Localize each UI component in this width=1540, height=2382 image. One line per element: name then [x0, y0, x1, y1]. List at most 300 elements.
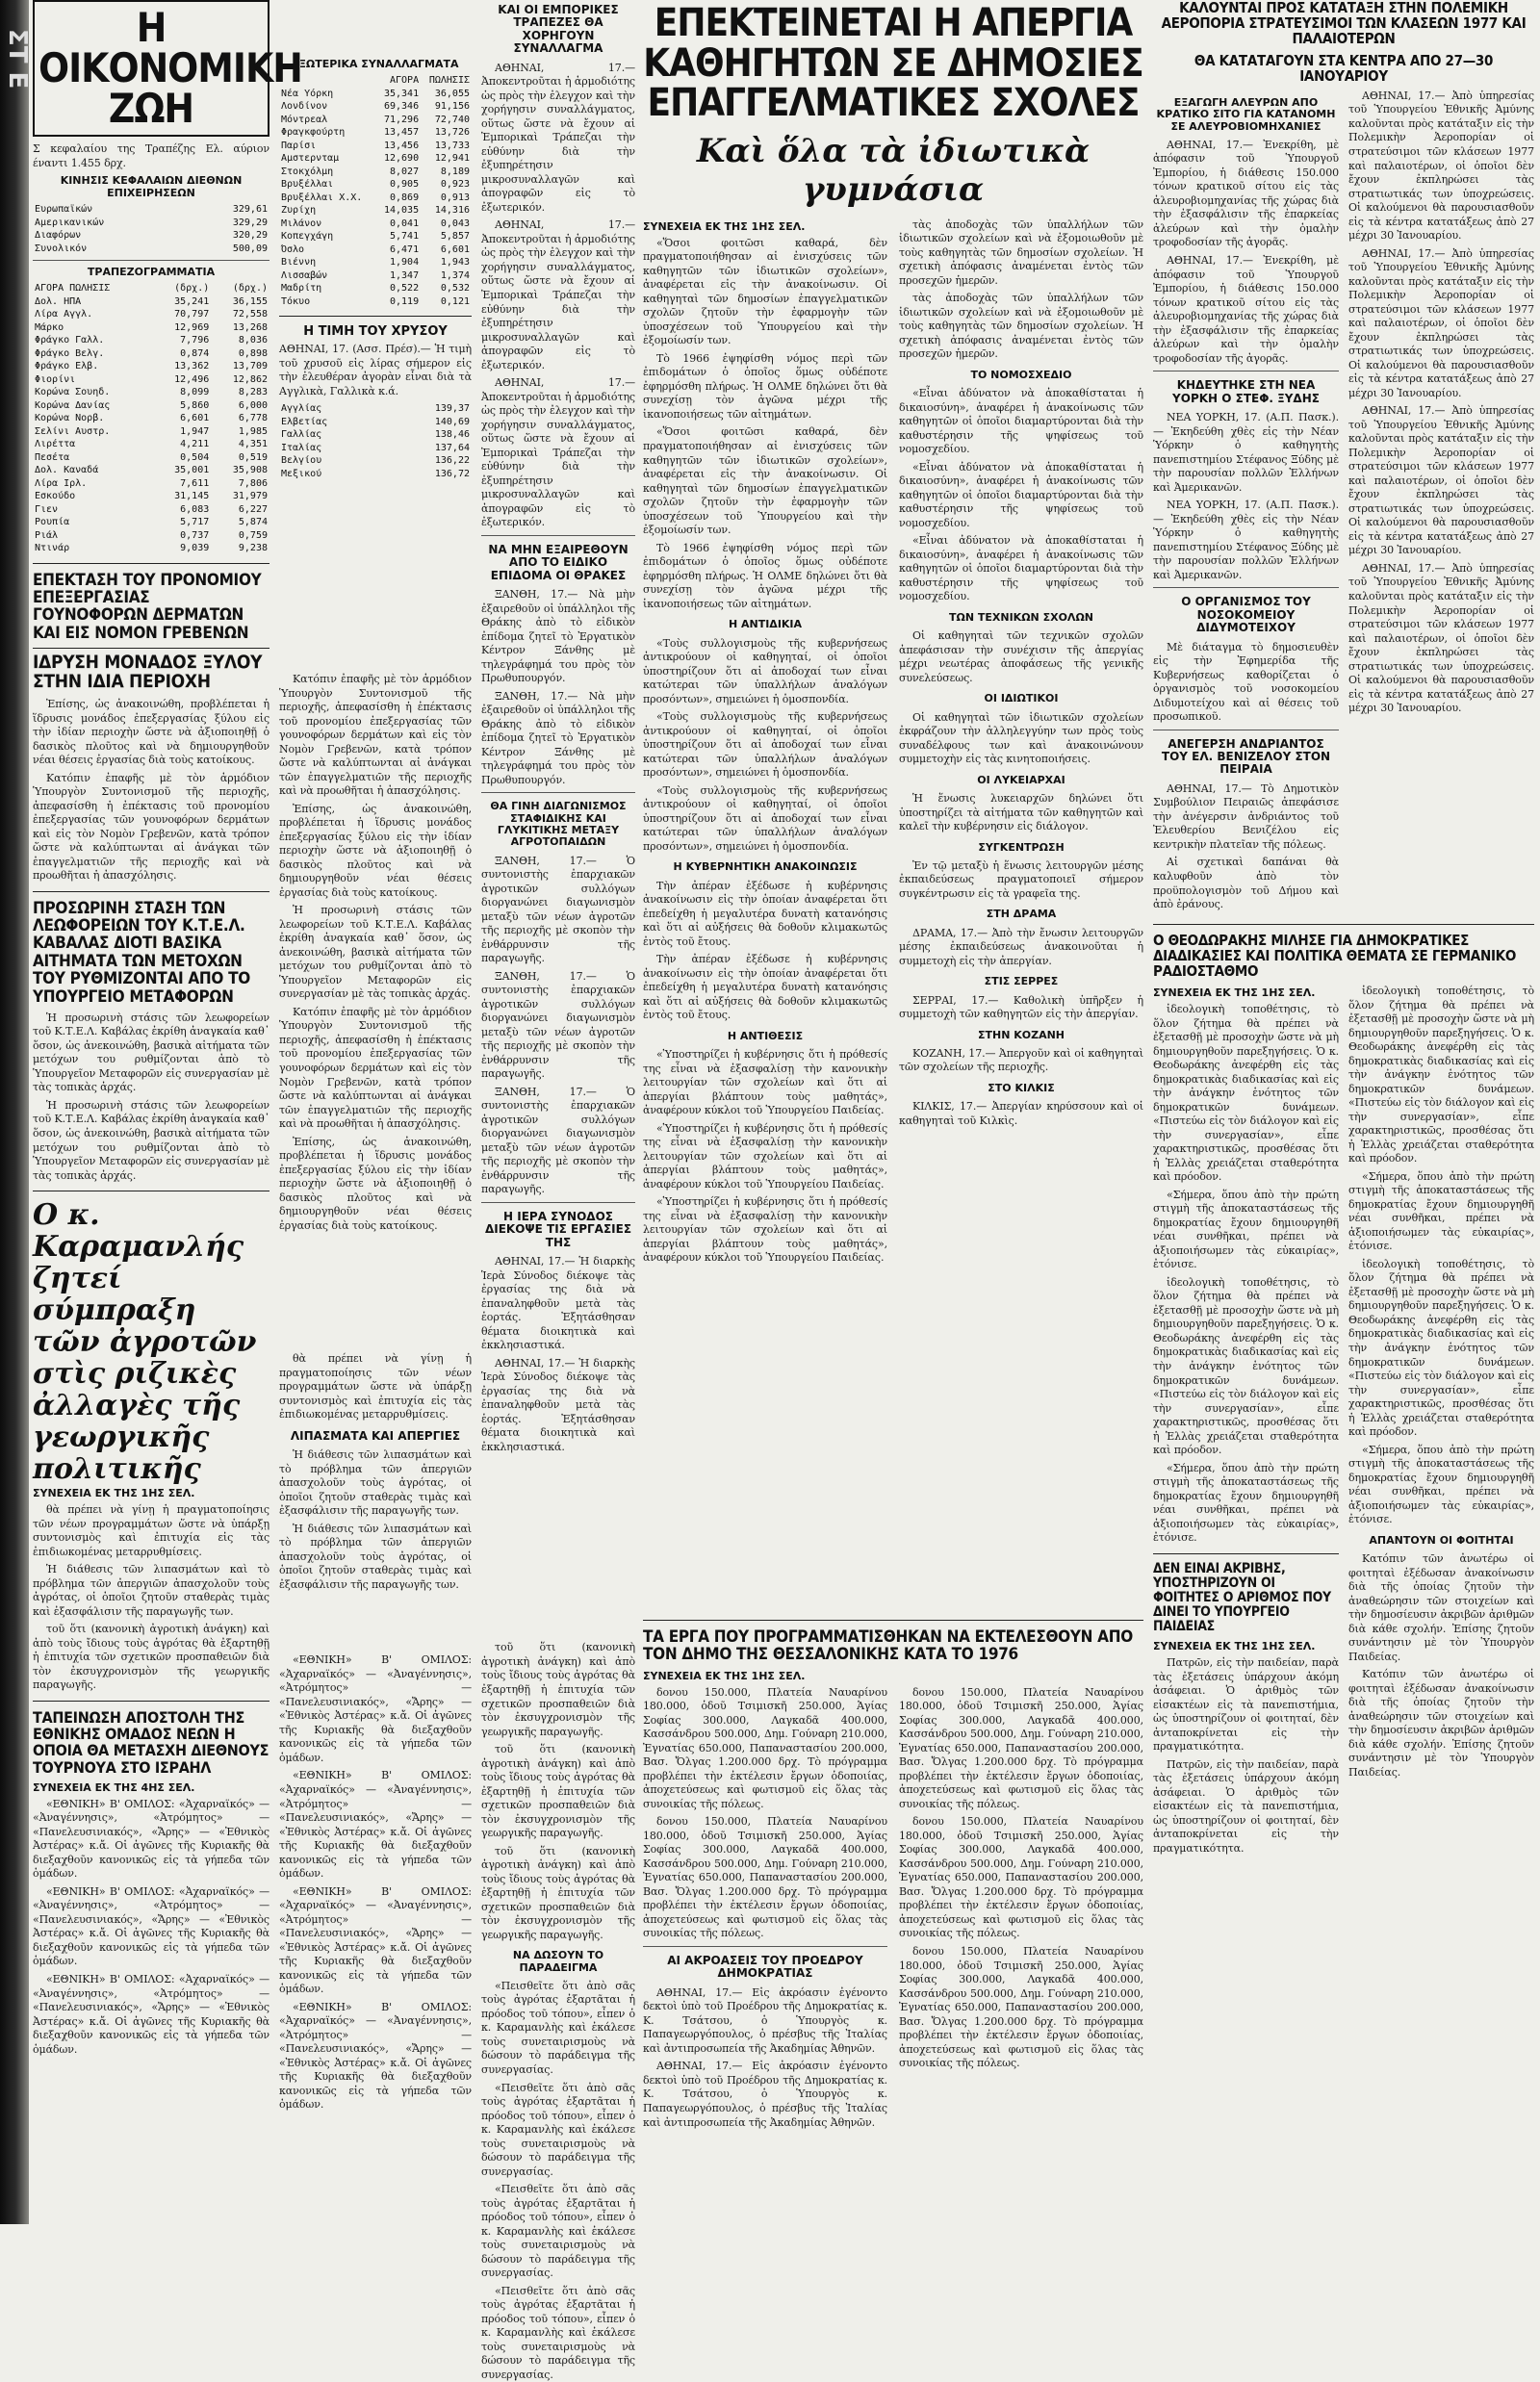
banknote-cell: 12,969 — [174, 321, 210, 333]
capital-table — [33, 203, 270, 255]
banknote-cell: 6,000 — [238, 399, 268, 411]
main-p14: ΚΟΖΑΝΗ, 17.— Ἀπεργοῦν καὶ οἱ καθηγηταὶ τῶν σχολείων τῆς περιοχῆς. — [899, 1046, 1143, 1074]
headline-wood-unit: ΙΔΡΥΣΗ ΜΟΝΑΔΟΣ ΞΥΛΟΥ ΣΤΗΝ ΙΔΙΑ ΠΕΡΙΟΧΗ — [33, 651, 263, 693]
president-body: ΑΘΗΝΑΙ, 17.— Εἰς ἀκρόασιν ἐγένοντο δεκτοὶ ὑπὸ τοῦ Προέδρου τῆς Δημοκρατίας κ. Κ. Τσάτσου, ὁ Ὑπουργὸς κ. Παπαγεωργόπουλος, ὁ πρέσβυς τῆς Ἰταλίας καὶ ἀντιπροσωπεία τῆς Ἀκαδημίας Ἀθηνῶν. — [643, 1985, 887, 2055]
banknote-cell: 0,759 — [238, 529, 268, 541]
headline-flour: ΕΞΑΓΩΓΗ ΑΛΕΥΡΩΝ ΑΠΟ ΚΡΑΤΙΚΟ ΣΙΤΟ ΓΙΑ ΚΑΤΑΝΟΜΗ ΣΕ ΑΛΕΥΡΟΒΙΟΜΗΧΑΝΙΕΣ — [1156, 95, 1336, 133]
article-banks-body-2: ΑΘΗΝΑΙ, 17.— Ἀποκεντροῦται ἡ ἁρμοδιότης ὡς πρὸς τὴν ἐλεγχον καὶ τὴν χορήγησιν συναλλάγματος, οὕτως ὥστε νὰ ἔχουν αἱ Ἐμπορικαὶ Τράπεζαι τὴν εὐθύνην διὰ τὴν ἐξυπηρέτησιν μικροσυναλλαγῶν καὶ ἀπογραφῶν εἰς τὸ ἐξωτερικόν. — [481, 218, 635, 371]
banknote-cell: Λίρα Αγγλ. — [35, 309, 93, 320]
gold-cell: 138,46 — [434, 429, 470, 441]
banknote-cell: 12,862 — [232, 373, 268, 385]
students-reply-body-2: Κατόπιν τῶν ἀνωτέρω οἱ φοιτηταὶ ἐξέδωσαν ἀνακοίνωσιν διὰ τῆς ὁποίας ζητοῦν τὴν ἀναθεώρησιν τῶν στοιχείων καὶ τὴν δημοσίευσιν ἀκριβῶν ἀριθμῶν διὰ κάθε σχολήν. Ἐπίσης ζητοῦν συνάντησιν μὲ τὸν Ὑπουργὸν Παιδείας. — [1348, 1668, 1534, 1779]
subhead-drama: ΣΤΗ ΔΡΑΜΑ — [986, 908, 1057, 921]
col2-body-12: «ΕΘΝΙΚΗ» Β' ΟΜΙΛΟΣ: «Ἀχαρναϊκός» — «Ἀναγέννησις», «Ἀτρόμητος» — «Πανελευσινιακός», «Ἄρης» — «Ἐθνικὸς Ἀστέρας» κ.ἄ. Οἱ ἀγῶνες τῆς Κυριακῆς θὰ διεξαχθοῦν κανονικῶς εἰς τὰ γήπεδα τῶν ὁμάδων. — [279, 2000, 472, 2112]
exchange-cell: 13,733 — [434, 140, 470, 151]
banknote-row — [33, 503, 270, 517]
banknote-cell: 13,362 — [174, 361, 210, 372]
capital-cell: Ευρωπαϊκών — [35, 204, 93, 216]
theodorakis-body: ἰδεολογικὴ τοποθέτησις, τὸ ὅλον ζήτημα θὰ πρέπει νὰ ἐξετασθῇ μὲ προσοχὴν ὥστε νὰ μὴ δημιουργηθοῦν παρεξηγήσεις. Ὁ κ. Θεοδωράκης ἀνεφέρθη εἰς τὰς δημοκρατικὰς διαδικασίας καὶ εἰς τὴν ἀνάγκην ἑνότητος τῶν δημοκρατικῶν δυνάμεων. «Πιστεύω εἰς τὸν διάλογον καὶ εἰς τὴν συνεργασίαν», εἶπε χαρακτηριστικῶς, προσθέσας ὅτι ἡ Ἑλλὰς χρειάζεται σταθερότητα καὶ πρόοδον. — [1153, 1003, 1339, 1184]
capital-cell: 320,29 — [232, 230, 268, 242]
banknote-cell: 9,039 — [180, 543, 210, 554]
thessaloniki-col-a — [643, 1686, 887, 2134]
banknote-cell: Λίρα Ιρλ. — [35, 477, 88, 489]
banknotes-title: ΤΡΑΠΕΖΟΓΡΑΜΜΑΤΙΑ — [87, 266, 216, 279]
subhead-kilkis: ΣΤΟ ΚΙΛΚΙΣ — [988, 1082, 1055, 1094]
subhead-bill: ΤΟ ΝΟΜΟΣΧΕΔΙΟ — [970, 368, 1072, 381]
intro-text: Σ κεφαλαίου της Τραπέζης Ελ. αύριον έναντι 1.455 δρχ. — [33, 142, 270, 169]
gold-price-table — [279, 402, 472, 480]
gold-cell: Μεξικού — [281, 468, 322, 479]
banknote-cell: 35,241 — [174, 295, 210, 307]
exchange-cell: 8,027 — [389, 166, 420, 177]
main-headline: ΕΠΕΚΤΕΙΝΕΤΑΙ Η ΑΠΕΡΓΙΑ ΚΑΘΗΓΗΤΩΝ ΣΕ ΔΗΜΟΣΙΕΣ ΕΠΑΓΓΕΛΜΑΤΙΚΕΣ ΣΧΟΛΕΣ — [643, 1, 1143, 126]
theodorakis-body-5: ἰδεολογικὴ τοποθέτησις, τὸ ὅλον ζήτημα θὰ πρέπει νὰ ἐξετασθῇ μὲ προσοχὴν ὥστε νὰ μὴ δημιουργηθοῦν παρεξηγήσεις. Ὁ κ. Θεοδωράκης ἀνεφέρθη εἰς τὰς δημοκρατικὰς διαδικασίας καὶ εἰς τὴν ἀνάγκην ἑνότητος τῶν δημοκρατικῶν δυνάμεων. «Πιστεύω εἰς τὸν διάλογον καὶ εἰς τὴν συνεργασίαν», εἶπε χαρακτηριστικῶς, προσθέσας ὅτι ἡ Ἑλλὰς χρειάζεται σταθερότητα καὶ πρόοδον. — [1348, 985, 1534, 1165]
exchange-cell: Αμστερνταμ — [281, 153, 340, 164]
article-wood-body: Ἐπίσης, ὡς ἀνακοινώθη, προβλέπεται ἡ ἵδρυσις μονάδος ἐπεξεργασίας ξύλου εἰς τὴν ἰδίαν περιοχὴν ὥστε νὰ ἀξιοποιηθῇ ὁ δασικὸς πλοῦτος καὶ νὰ δημιουργηθοῦν νέαι θέσεις ἐργασίας διὰ τοὺς κατοίκους. — [33, 698, 270, 767]
students-reply-body: Κατόπιν τῶν ἀνωτέρω οἱ φοιτηταὶ ἐξέδωσαν ἀνακοίνωσιν διὰ τῆς ὁποίας ζητοῦν τὴν ἀναθεώρησιν τῶν στοιχείων καὶ τὴν δημοσίευσιν ἀκριβῶν ἀριθμῶν διὰ κάθε σχολήν. Ἐπίσης ζητοῦν συνάντησιν μὲ τὸν Ὑπουργὸν Παιδείας. — [1348, 1552, 1534, 1663]
banknote-row — [33, 516, 270, 529]
banknote-cell: 70,797 — [174, 309, 210, 320]
exchange-row — [279, 218, 472, 231]
exchange-row — [279, 126, 472, 140]
col2-body-11: «ΕΘΝΙΚΗ» Β' ΟΜΙΛΟΣ: «Ἀχαρναϊκός» — «Ἀναγέννησις», «Ἀτρόμητος» — «Πανελευσινιακός», «Ἄρης» — «Ἐθνικὸς Ἀστέρας» κ.ἄ. Οἱ ἀγῶνες τῆς Κυριακῆς θὰ διεξαχθοῦν κανονικῶς εἰς τὰ γήπεδα τῶν ὁμάδων. — [279, 1884, 472, 1996]
gold-cell: 139,37 — [434, 403, 470, 415]
subhead-antithesis: Η ΑΝΤΙΘΕΣΙΣ — [727, 1029, 804, 1042]
banknote-cell: 6,227 — [238, 503, 268, 515]
hospital-body: Μὲ διάταγμα τὸ δημοσιευθὲν εἰς τὴν Ἐφημερίδα τῆς Κυβερνήσεως καθορίζεται ὁ ὀργανισμὸς τοῦ νοσοκομείου Διδυμοτείχου καὶ αἱ θέσεις τοῦ προσωπικοῦ. — [1153, 640, 1339, 724]
exchange-cell: Φραγκφούρτη — [281, 127, 346, 138]
subhead-private: ΟΙ ΙΔΙΩΤΙΚΟΙ — [984, 692, 1059, 705]
exchange-cell: 0,869 — [389, 192, 420, 203]
headline-contest: ΘΑ ΓΙΝΗ ΔΙΑΓΩΝΙΣΜΟΣ ΣΤΑΦΙΔΙΚΗΣ ΚΑΙ ΓΛΥΚΙΤΙΚΗΣ ΜΕΤΑΞΥ ΑΓΡΟΤΟΠΑΙΔΩΝ — [490, 800, 627, 849]
article-banks-body: ΑΘΗΝΑΙ, 17.— Ἀποκεντροῦται ἡ ἁρμοδιότης ὡς πρὸς τὴν ἐλεγχον καὶ τὴν χορήγησιν συναλλάγματος, οὕτως ὥστε νὰ ἔχουν αἱ Ἐμπορικαὶ Τράπεζαι τὴν εὐθύνην διὰ τὴν ἐξυπηρέτησιν μικροσυναλλαγῶν καὶ ἀπογραφῶν εἰς τὸ ἐξωτερικόν. — [481, 61, 635, 214]
banknote-cell: Μάρκο — [35, 321, 64, 333]
banknote-cell: 4,211 — [180, 439, 210, 450]
banknote-header-cell: (δρχ.) — [232, 283, 268, 295]
banknote-cell: 31,979 — [232, 491, 268, 502]
exchange-row — [279, 230, 472, 243]
exchange-cell: 0,532 — [440, 283, 470, 294]
banknote-row — [33, 386, 270, 399]
theodorakis-columns — [1153, 985, 1534, 1859]
thessaloniki-columns — [643, 1686, 1143, 2134]
headline-venizelos: ΑΝΕΓΕΡΣΗ ΑΝΔΡΙΑΝΤΟΣ ΤΟΥ ΕΛ. ΒΕΝΙΖΕΛΟΥ ΣΤΟΝ ΠΕΙΡΑΙΑ — [1161, 736, 1331, 777]
gold-row — [279, 468, 472, 481]
flour-body-2: ΑΘΗΝΑΙ, 17.— Ἐνεκρίθη, μὲ ἀπόφασιν τοῦ Ὑπουργοῦ Ἐμπορίου, ἡ διάθεσις 150.000 τόνων κρατικοῦ σίτου εἰς τὰς ἀλευροβιομηχανίας τῆς χώρας διὰ τὴν ἐξασφάλισιν τῆς ἐπαρκείας ἀλεύρων καὶ τὴν ὁμαλὴν τροφοδοσίαν τῆς ἀγορᾶς. — [1153, 254, 1339, 365]
gold-cell: 137,64 — [434, 442, 470, 453]
students-body-2: Πατρῶν, εἰς τὴν παιδείαν, παρὰ τὰς ἐξετάσεις ὑπάρχουν ἀκόμη ἀσάφειαι. Ὁ ἀριθμὸς τῶν εἰσακτέων εἰς τὰ πανεπιστήμια, ὡς ὑποστηρίζουν οἱ φοιτηταί, δὲν ἀνταποκρίνεται εἰς τὴν πραγματικότητα. — [1153, 1757, 1339, 1855]
article-contest-body-2: ΞΑΝΘΗ, 17.— Ὁ συντονιστὴς ἐπαρχιακῶν ἀγροτικῶν συλλόγων διοργανώνει διαγωνισμὸν μεταξὺ τῶν νέων ἀγροτῶν τῆς περιοχῆς μὲ σκοπὸν τὴν ἐνθάρρυνσιν τῆς παραγωγῆς. — [481, 969, 635, 1081]
main-p7c: «Εἶναι ἀδύνατον νὰ ἀποκαθίσταται ἡ δικαιοσύνη», ἀναφέρει ἡ ἀνακοίνωσις τῶν καθηγητῶν οἱ ὁποῖοι διαμαρτύρονται διὰ τὴν καθυστέρησιν τῆς ψηφίσεως τοῦ νομοσχεδίου. — [899, 534, 1143, 603]
foreign-exchange-table — [279, 74, 472, 308]
banknote-cell: Πεσέτα — [35, 451, 70, 463]
capital-cell: Συνολικόν — [35, 243, 88, 254]
flour-body: ΑΘΗΝΑΙ, 17.— Ἐνεκρίθη, μὲ ἀπόφασιν τοῦ Ὑπουργοῦ Ἐμπορίου, ἡ διάθεσις 150.000 τόνων κρατικοῦ σίτου εἰς τὰς ἀλευροβιομηχανίας τῆς χώρας διὰ τὴν ἐξασφάλισιν τῆς ἐπαρκείας ἀλεύρων καὶ τὴν ὁμαλὴν τροφοδοσίαν τῆς ἀγορᾶς. — [1153, 138, 1339, 249]
banknote-row — [33, 347, 270, 361]
main-story-col-a — [643, 218, 887, 1269]
exchange-cell: 12,690 — [383, 153, 420, 164]
exchange-row — [279, 140, 472, 153]
subhead-kozani: ΣΤΗΝ ΚΟΖΑΝΗ — [977, 1028, 1065, 1041]
banknote-cell: 9,238 — [238, 543, 268, 554]
exchange-cell: 0,913 — [440, 192, 470, 203]
gold-cell: Αγγλίας — [281, 403, 322, 415]
col3-farm-body-2: τοῦ ὅτι (κανονικὴ ἀγροτικὴ ἀνάγκη) καὶ ἀπὸ τοὺς ἴδιους τοὺς ἀγρότας θὰ ἐξαρτηθῇ ἡ ἐπιτυχία τῶν σχετικῶν προσπαθειῶν διὰ τὸν ἐκσυγχρονισμὸν τῆς γεωργικῆς παραγωγῆς. — [481, 1743, 635, 1840]
main-p7b: «Εἶναι ἀδύνατον νὰ ἀποκαθίσταται ἡ δικαιοσύνη», ἀναφέρει ἡ ἀνακοίνωσις τῶν καθηγητῶν οἱ ὁποῖοι διαμαρτύρονται διὰ τὴν καθυστέρησιν τῆς ψηφίσεως τοῦ νομοσχεδίου. — [899, 460, 1143, 529]
banknote-row — [33, 399, 270, 413]
banknote-cell: 8,036 — [238, 335, 268, 346]
col2-body-8: Ἡ διάθεσις τῶν λιπασμάτων καὶ τὸ πρόβλημα τῶν ἀπεργιῶν ἀπασχολοῦν τοὺς ἀγρότας, οἱ ὁποῖοι ζητοῦν σταθερὰς τιμὰς καὶ ἐξασφάλισιν τῆς παραγωγῆς των. — [279, 1522, 472, 1591]
banknote-cell: Φιορίνι — [35, 373, 76, 385]
capital-cell: 500,09 — [232, 243, 268, 254]
exchange-cell: 36,055 — [434, 88, 470, 99]
main-p2: Τὸ 1966 ἐψηφίσθη νόμος περὶ τῶν ἐπιδομάτων ὁ ὁποῖος ὅμως οὐδέποτε ἐφηρμόσθη πλήρως. Ἡ ΟΛΜΕ δηλώνει ὅτι θὰ συνεχίσῃ τὸν ἀγῶνα μέχρι τῆς ἱκανοποιήσεως τῶν αἰτημάτων. — [643, 351, 887, 421]
main-p12: ΔΡΑΜΑ, 17.— Ἀπὸ τὴν ἔνωσιν λειτουργῶν μέσης ἐκπαιδεύσεως ἀνακοινοῦται ἡ συμμετοχὴ εἰς τὴν ἀπεργίαν. — [899, 926, 1143, 967]
headline-youth-team: ΤΑΠΕΙΝΩΣΗ ΑΠΟΣΤΟΛΗ ΤΗΣ ΕΘΝΙΚΗΣ ΟΜΑΔΟΣ ΝΕΩΝ Η ΟΠΟΙΑ ΘΑ ΜΕΤΑΣΧΗ ΔΙΕΘΝΟΥΣ ΤΟΥΡΝΟΥΑ ΣΤΟ ΙΣΡΑΗΛ — [33, 1707, 270, 1777]
exchange-row — [279, 243, 472, 257]
exchange-cell: 72,740 — [434, 114, 470, 125]
thess-body-1: δονου 150.000, Πλατεία Ναυαρίνου 180.000, ὁδοῦ Τσιμισκῆ 250.000, Ἁγίας Σοφίας 300.000, Λαγκαδᾶ 400.000, Κασσάνδρου 500.000, Δημ. Γούναρη 210.000, Ἐγνατίας 650.000, Παπαναστασίου 200.000, Βασ. Ὄλγας 1.200.000 δρχ. Τὸ πρόγραμμα προβλέπει τὴν ἐκτέλεσιν ἔργων ὁδοποιίας, ἀποχετεύσεως καὶ φωτισμοῦ εἰς ὅλας τὰς συνοικίας τῆς πόλεως. — [643, 1685, 887, 1810]
banknote-row — [33, 464, 270, 477]
subhead-dispute: Η ΑΝΤΙΔΙΚΙΑ — [728, 618, 803, 631]
banknote-cell: Γιεν — [35, 503, 59, 515]
banknote-cell: 0,737 — [180, 529, 210, 541]
headline-banks: ΚΑΙ ΟΙ ΕΜΠΟΡΙΚΕΣ ΤΡΑΠΕΖΕΣ ΘΑ ΧΟΡΗΓΟΥΝ ΣΥΝΑΛΛΑΓΜΑ — [498, 3, 619, 56]
banknote-cell: 1,985 — [238, 425, 268, 437]
banknote-cell: 1,947 — [180, 425, 210, 437]
article-furs-body: Κατόπιν ἐπαφῆς μὲ τὸν ἁρμόδιον Ὑπουργὸν Συντονισμοῦ τῆς περιοχῆς, ἀπεφασίσθη ἡ ἐπέκτασις τοῦ προνομίου ἐπεξεργασίας τῶν γουνοφόρων δερμάτων καὶ εἰς τὸν Νομὸν Γρεβενῶν, κατὰ τρόπον ὥστε νὰ καλύπτωνται αἱ ἀνάγκαι τῶν ἐπαγγελματιῶν τῆς περιοχῆς καὶ νὰ προωθῆται ἡ ἀπασχόλησις. — [33, 771, 270, 883]
capital-row — [33, 217, 270, 230]
exchange-header — [279, 74, 472, 88]
capital-cell: 329,29 — [232, 217, 268, 228]
exchange-row — [279, 282, 472, 295]
thess-body-2: δονου 150.000, Πλατεία Ναυαρίνου 180.000, ὁδοῦ Τσιμισκῆ 250.000, Ἁγίας Σοφίας 300.000, Λαγκαδᾶ 400.000, Κασσάνδρου 500.000, Δημ. Γούναρη 210.000, Ἐγνατίας 650.000, Παπαναστασίου 200.000, Βασ. Ὄλγας 1.200.000 δρχ. Τὸ πρόγραμμα προβλέπει τὴν ἐκτέλεσιν ἔργων ὁδοποιίας, ἀποχετεύσεως καὶ φωτισμοῦ εἰς ὅλας τὰς συνοικίας τῆς πόλεως. — [643, 1815, 887, 1940]
banknote-cell: Δολ. ΗΠΑ — [35, 295, 82, 307]
exchange-row — [279, 204, 472, 218]
thess-body-4: δονου 150.000, Πλατεία Ναυαρίνου 180.000, ὁδοῦ Τσιμισκῆ 250.000, Ἁγίας Σοφίας 300.000, Λαγκαδᾶ 400.000, Κασσάνδρου 500.000, Δημ. Γούναρη 210.000, Ἐγνατίας 650.000, Παπαναστασίου 200.000, Βασ. Ὄλγας 1.200.000 δρχ. Τὸ πρόγραμμα προβλέπει τὴν ἐκτέλεσιν ἔργων ὁδοποιίας, ἀποχετεύσεως καὶ φωτισμοῦ εἰς ὅλας τὰς συνοικίας τῆς πόλεως. — [899, 1815, 1143, 1940]
exchange-row — [279, 256, 472, 269]
exchange-cell: Βρυξέλλαι — [281, 179, 334, 190]
banknote-cell: 7,806 — [238, 477, 268, 489]
banknote-row — [33, 477, 270, 491]
col2-body-4: Κατόπιν ἐπαφῆς μὲ τὸν ἁρμόδιον Ὑπουργὸν Συντονισμοῦ τῆς περιοχῆς, ἀπεφασίσθη ἡ ἐπέκτασις τοῦ προνομίου ἐπεξεργασίας τῶν γουνοφόρων δερμάτων καὶ εἰς τὸν Νομὸν Γρεβενῶν, κατὰ τρόπον ὥστε νὰ καλύπτωνται αἱ ἀνάγκαι τῶν ἐπαγγελματιῶν τῆς περιοχῆς καὶ νὰ προωθῆται ἡ ἀπασχόλησις. — [279, 1005, 472, 1131]
banknote-cell: 36,155 — [232, 295, 268, 307]
exchange-cell: 5,741 — [389, 231, 420, 242]
main-p6b: τὰς ἀποδοχὰς τῶν ὑπαλλήλων τῶν ἰδιωτικῶν σχολείων καὶ νὰ ἐξομοιωθοῦν μὲ τοὺς καθηγητὰς τῶν δημοσίων σχολείων. Ἡ σχετικὴ ἀπόφασις ἀναμένεται ἐντὸς τῶν προσεχῶν ἡμερῶν. — [899, 292, 1143, 361]
exchange-cell: Όσλο — [281, 243, 305, 255]
exchange-row — [279, 178, 472, 192]
main-story-col-b — [899, 218, 1143, 1269]
exchange-cell: 35,341 — [383, 88, 420, 99]
headline-thessaloniki: ΤΑ ΕΡΓΑ ΠΟΥ ΠΡΟΓΡΑΜΜΑΤΙΣΘΗΚΑΝ ΝΑ ΕΚΤΕΛΕΣΘΟΥΝ ΑΠΟ ΤΟΝ ΔΗΜΟ ΤΗΣ ΘΕΣΣΑΛΟΝΙΚΗΣ ΚΑΤΑ ΤΟ 1976 — [643, 1627, 1133, 1665]
exchange-cell: 71,296 — [383, 114, 420, 125]
col2-body-1: Κατόπιν ἐπαφῆς μὲ τὸν ἁρμόδιον Ὑπουργὸν Συντονισμοῦ τῆς περιοχῆς, ἀπεφασίσθη ἡ ἐπέκτασις τοῦ προνομίου ἐπεξεργασίας τῶν γουνοφόρων δερμάτων καὶ εἰς τὸν Νομὸν Γρεβενῶν, κατὰ τρόπον ὥστε νὰ καλύπτωνται αἱ ἀνάγκαι τῶν ἐπαγγελματιῶν τῆς περιοχῆς καὶ νὰ προωθῆται ἡ ἀπασχόλησις. — [279, 673, 472, 798]
banknote-row — [33, 451, 270, 465]
section-masthead: Η ΟΙΚΟΝΟΜΙΚΗ ΖΩΗ — [33, 0, 270, 137]
exchange-cell: 0,121 — [440, 295, 470, 307]
headline-synod: Η ΙΕΡΑ ΣΥΝΟΔΟΣ ΔΙΕΚΟΨΕ ΤΙΣ ΕΡΓΑΣΙΕΣ ΤΗΣ — [484, 1209, 632, 1249]
gold-cell: 136,72 — [434, 468, 470, 479]
exchange-cell: 0,041 — [389, 218, 420, 229]
thess-body-5: δονου 150.000, Πλατεία Ναυαρίνου 180.000, ὁδοῦ Τσιμισκῆ 250.000, Ἁγίας Σοφίας 300.000, Λαγκαδᾶ 400.000, Κασσάνδρου 500.000, Δημ. Γούναρη 210.000, Ἐγνατίας 650.000, Παπαναστασίου 200.000, Βασ. Ὄλγας 1.200.000 δρχ. Τὸ πρόγραμμα προβλέπει τὴν ἐκτέλεσιν ἔργων ὁδοποιίας, ἀποχετεύσεως καὶ φωτισμοῦ εἰς ὅλας τὰς συνοικίας τῆς πόλεως. — [899, 1945, 1143, 2070]
thess-body-3: δονου 150.000, Πλατεία Ναυαρίνου 180.000, ὁδοῦ Τσιμισκῆ 250.000, Ἁγίας Σοφίας 300.000, Λαγκαδᾶ 400.000, Κασσάνδρου 500.000, Δημ. Γούναρη 210.000, Ἐγνατίας 650.000, Παπαναστασίου 200.000, Βασ. Ὄλγας 1.200.000 δρχ. Τὸ πρόγραμμα προβλέπει τὴν ἐκτέλεσιν ἔργων ὁδοποιίας, ἀποχετεύσεως καὶ φωτισμοῦ εἰς ὅλας τὰς συνοικίας τῆς πόλεως. — [899, 1685, 1143, 1810]
banknote-row — [33, 308, 270, 321]
banknote-cell: Λιρέττα — [35, 439, 76, 450]
col2-body-5: Ἐπίσης, ὡς ἀνακοινώθη, προβλέπεται ἡ ἵδρυσις μονάδος ἐπεξεργασίας ξύλου εἰς τὴν ἰδίαν περιοχὴν ὥστε νὰ ἀξιοποιηθῇ ὁ δασικὸς πλοῦτος καὶ νὰ δημιουργηθοῦν νέαι θέσεις ἐργασίας διὰ τοὺς κατοίκους. — [279, 1135, 472, 1232]
article-sports-body: «ΕΘΝΙΚΗ» Β' ΟΜΙΛΟΣ: «Ἀχαρναϊκός» — «Ἀναγέννησις», «Ἀτρόμητος» — «Πανελευσινιακός», «Ἄρης» — «Ἐθνικὸς Ἀστέρας» κ.ἄ. Οἱ ἀγῶνες τῆς Κυριακῆς θὰ διεξαχθοῦν κανονικῶς εἰς τὰ γήπεδα τῶν ὁμάδων. — [33, 1797, 270, 1881]
subhead-gathering: ΣΥΓΚΕΝΤΡΩΣΗ — [978, 840, 1065, 854]
exchange-cell: 0,905 — [389, 179, 420, 190]
exchange-cell: 13,726 — [434, 127, 470, 138]
gold-cell: 140,69 — [434, 416, 470, 427]
capital-cell: Αμερικανικών — [35, 217, 105, 228]
exchange-cell: 14,035 — [383, 205, 420, 216]
exchange-cell: 6,601 — [440, 243, 470, 255]
article-synod-body-2: ΑΘΗΝΑΙ, 17.— Ἡ διαρκὴς Ἱερὰ Σύνοδος διέκοψε τὰς ἐργασίας της διὰ νὰ ἐπαναληφθοῦν μετὰ τὰς ἑορτάς. Ἐξητάσθησαν θέματα διοικητικὰ καὶ ἐκκλησιαστικά. — [481, 1356, 635, 1453]
banknote-row — [33, 490, 270, 503]
exchange-row — [279, 269, 472, 283]
banknote-cell: Φράγκο Βελγ. — [35, 347, 105, 359]
banknote-cell: 4,351 — [238, 439, 268, 450]
gold-row — [279, 402, 472, 416]
capital-row — [33, 243, 270, 256]
banknote-cell: 7,796 — [180, 335, 210, 346]
col2-body-2: Ἐπίσης, ὡς ἀνακοινώθη, προβλέπεται ἡ ἵδρυσις μονάδος ἐπεξεργασίας ξύλου εἰς τὴν ἰδίαν περιοχὴν ὥστε νὰ ἀξιοποιηθῇ ὁ δασικὸς πλοῦτος καὶ νὰ δημιουργηθοῦν νέαι θέσεις ἐργασίας διὰ τοὺς κατοίκους. — [279, 802, 472, 899]
headline-ktel: ΠΡΟΣΩΡΙΝΗ ΣΤΑΣΗ ΤΩΝ ΛΕΩΦΟΡΕΙΩΝ ΤΟΥ Κ.Τ.Ε.Λ. ΚΑΒΑΛΑΣ ΔΙΟΤΙ ΒΑΣΙΚΑ ΑΙΤΗΜΑΤΑ ΤΩΝ ΜΕΤΟΧΩΝ ΤΟΥ ΡΥΘΜΙΖΟΝΤΑΙ ΑΠΟ ΤΟ ΥΠΟΥΡΓΕΙΟ ΜΕΤΑΦΟΡΩΝ — [33, 898, 250, 1007]
exchange-cell: Νέα Υόρκη — [281, 88, 334, 99]
capital-cell: Διαφόρων — [35, 230, 82, 242]
exchange-cell: Μόντρεαλ — [281, 114, 328, 125]
gold-price-title: Η ΤΙΜΗ ΤΟΥ ΧΡΥΣΟΥ — [303, 324, 448, 339]
banknote-cell: 35,001 — [174, 465, 210, 476]
exchange-cell: 6,471 — [389, 243, 420, 255]
banknote-row — [33, 412, 270, 425]
main-p8: Οἱ καθηγηταὶ τῶν τεχνικῶν σχολῶν ἀπεφάσισαν τὴν συνέχισιν τῆς ἀπεργίας μέχρι νεωτέρας ἀποφάσεως τῆς γενικῆς συνελεύσεως. — [899, 629, 1143, 684]
exchange-cell: Μαδρίτη — [281, 283, 322, 294]
main-subheadline: Καὶ ὅλα τὰ ἰδιωτικὰ γυμνάσια — [696, 131, 1091, 209]
theodorakis-body-4: «Σήμερα, ὅπου ἀπὸ τὴν πρώτη στιγμὴ τῆς ἀποκαταστάσεως τῆς δημοκρατίας ἔχουν δημιουργηθῆ νέαι συνθῆκαι, πρέπει νὰ ἀξιοποιήσωμεν τὰς εὐκαιρίας», ἐτόνισε. — [1153, 1461, 1339, 1545]
col3-farm-body: τοῦ ὅτι (κανονικὴ ἀγροτικὴ ἀνάγκη) καὶ ἀπὸ τοὺς ἴδιους τοὺς ἀγρότας θὰ ἐξαρτηθῇ ἡ ἐπιτυχία τῶν σχετικῶν προσπαθειῶν διὰ τὸν ἐκσυγχρονισμὸν τῆς γεωργικῆς παραγωγῆς. — [481, 1641, 635, 1738]
column-2 — [279, 0, 472, 2224]
banknote-cell: Ριάλ — [35, 529, 59, 541]
exchange-cell: Λισσαβών — [281, 269, 328, 281]
exchange-cell: 0,119 — [389, 295, 420, 307]
banknote-cell: Φράγκο Ελβ. — [35, 361, 99, 372]
exchange-header-cell — [279, 74, 376, 88]
col2-body-9: «ΕΘΝΙΚΗ» Β' ΟΜΙΛΟΣ: «Ἀχαρναϊκός» — «Ἀναγέννησις», «Ἀτρόμητος» — «Πανελευσινιακός», «Ἄρης» — «Ἐθνικὸς Ἀστέρας» κ.ἄ. Οἱ ἀγῶνες τῆς Κυριακῆς θὰ διεξαχθοῦν κανονικῶς εἰς τὰ γήπεδα τῶν ὁμάδων. — [279, 1653, 472, 1764]
article-sports-body-3: «ΕΘΝΙΚΗ» Β' ΟΜΙΛΟΣ: «Ἀχαρναϊκός» — «Ἀναγέννησις», «Ἀτρόμητος» — «Πανελευσινιακός», «Ἄρης» — «Ἐθνικὸς Ἀστέρας» κ.ἄ. Οἱ ἀγῶνες τῆς Κυριακῆς θὰ διεξαχθοῦν κανονικῶς εἰς τὰ γήπεδα τῶν ὁμάδων. — [33, 1973, 270, 2056]
banknote-cell: 12,496 — [174, 373, 210, 385]
exchange-header-cell: ΑΓΟΡΑ — [389, 75, 420, 86]
air-force-body-3: ΑΘΗΝΑΙ, 17.— Ἀπὸ ὑπηρεσίας τοῦ Ὑπουργείου Ἐθνικῆς Ἀμύνης καλοῦνται πρὸς κατάταξιν εἰς τὴν Πολεμικὴν Ἀεροπορίαν οἱ στρατεύσιμοι τῶν κλάσεων 1977 καὶ παλαιοτέρων, οἱ ὁποῖοι δὲν ἔχουν ἐκπληρώσει τὰς στρατιωτικάς των ὑποχρεώσεις. Οἱ καλούμενοι θὰ παρουσιασθοῦν εἰς τὰ κέντρα κατατάξεως ἀπὸ 27 μέχρι 30 Ἰανουαρίου. — [1348, 404, 1534, 557]
banknote-cell: 8,099 — [180, 387, 210, 398]
exchange-cell: Στοκχόλμη — [281, 166, 334, 177]
exchange-cell: Βρυξέλλαι Χ.Χ. — [281, 192, 363, 203]
banknote-row — [33, 321, 270, 335]
main-p2b: Τὸ 1966 ἐψηφίσθη νόμος περὶ τῶν ἐπιδομάτων ὁ ὁποῖος ὅμως οὐδέποτε ἐφηρμόσθη πλήρως. Ἡ ΟΛΜΕ δηλώνει ὅτι θὰ συνεχίσῃ τὸν ἀγῶνα μέχρι τῆς ἱκανοποιήσεως τῶν αἰτημάτων. — [643, 541, 887, 610]
banknote-cell: Κορώνα Δανίας — [35, 399, 111, 411]
binding-text: ΣΤ Ε — [3, 29, 32, 90]
headline-xydis: ΚΗΔΕΥΤΗΚΕ ΣΤΗ ΝΕΑ ΥΟΡΚΗ Ο ΣΤΕΦ. ΞΥΔΗΣ — [1172, 378, 1320, 405]
banknote-cell: 31,145 — [174, 491, 210, 502]
exchange-row — [279, 152, 472, 166]
headline-hospital: Ο ΟΡΓΑΝΙΣΜΟΣ ΤΟΥ ΝΟΣΟΚΟΜΕΙΟΥ ΔΙΔΥΜΟΤΕΙΧΟΥ — [1181, 595, 1311, 635]
exchange-cell: Τόκυο — [281, 295, 311, 307]
banknote-row — [33, 438, 270, 451]
col2-body-3: Ἡ προσωρινὴ στάσις τῶν λεωφορείων τοῦ Κ.Τ.Ε.Λ. Καβάλας ἐκρίθη ἀναγκαία καθ᾿ ὅσον, ὡς ἀνεκοινώθη, βασικὰ αἰτήματα τῶν μετόχων του ρυθμίζονται ἀπὸ τὸ Ὑπουργεῖον Μεταφορῶν εἰς συνεργασίαν μὲ τὰς τοπικὰς ἀρχάς. — [279, 904, 472, 1001]
headline-furs: ΕΠΕΚΤΑΣΗ ΤΟΥ ΠΡΟΝΟΜΙΟΥ ΕΠΕΞΕΡΓΑΣΙΑΣ ΓΟΥΝΟΦΟΡΩΝ ΔΕΡΜΑΤΩΝ ΚΑΙ ΕΙΣ ΝΟΜΟΝ ΓΡΕΒΕΝΩΝ — [33, 570, 262, 643]
thessaloniki-col-b — [899, 1686, 1143, 2134]
exchange-cell: Ζυρίχη — [281, 205, 317, 216]
main-p4b: Τὴν ἀπέραν ἐξέδωσε ἡ κυβέρνησις ἀνακοίνωσιν εἰς τὴν ὁποίαν ἀναφέρεται ὅτι ἐπεδείχθη ἡ μεγαλυτέρα δυνατὴ κατανόησις καὶ ὅτι αἱ αὐξήσεις θὰ δοθοῦν κλιμακωτῶς ἐντὸς τοῦ ἔτους. — [643, 953, 887, 1022]
exchange-cell: 13,456 — [383, 140, 420, 151]
banknote-cell: 5,860 — [180, 399, 210, 411]
exchange-cell: 14,316 — [434, 205, 470, 216]
banknote-cell: Σελίνι Αυστρ. — [35, 425, 111, 437]
xydis-body-2: ΝΕΑ ΥΟΡΚΗ, 17. (Α.Π. Πασκ.).— Ἐκηδεύθη χθὲς εἰς τὴν Νέαν Ὑόρκην ὁ καθηγητὴς πανεπιστημίου Στέφανος Ξύδης μὲ τὴν παρουσίαν πολλῶν Ἑλλήνων καὶ Ἀμερικανῶν. — [1153, 499, 1339, 581]
exchange-row — [279, 88, 472, 101]
subhead-serres: ΣΤΙΣ ΣΕΡΡΕΣ — [984, 975, 1059, 988]
banknote-row — [33, 425, 270, 439]
gold-row — [279, 416, 472, 429]
right-columns — [1153, 90, 1534, 916]
gold-cell: Βελγίου — [281, 455, 322, 467]
banknote-cell: Ρουπία — [35, 517, 70, 528]
col2-body-10: «ΕΘΝΙΚΗ» Β' ΟΜΙΛΟΣ: «Ἀχαρναϊκός» — «Ἀναγέννησις», «Ἀτρόμητος» — «Πανελευσινιακός», «Ἄρης» — «Ἐθνικὸς Ἀστέρας» κ.ἄ. Οἱ ἀγῶνες τῆς Κυριακῆς θὰ διεξαχθοῦν κανονικῶς εἰς τὰ γήπεδα τῶν ὁμάδων. — [279, 1769, 472, 1881]
subhead-principals: ΟΙ ΛΥΚΕΙΑΡΧΑΙ — [977, 773, 1065, 786]
gold-row — [279, 442, 472, 455]
main-p15: ΚΙΛΚΙΣ, 17.— Ἀπεργίαν κηρύσσουν καὶ οἱ καθηγηταὶ τοῦ Κιλκὶς. — [899, 1100, 1143, 1127]
exchange-cell: 91,156 — [434, 101, 470, 112]
exchange-cell: 0,043 — [440, 218, 470, 229]
theodorakis-body-3: ἰδεολογικὴ τοποθέτησις, τὸ ὅλον ζήτημα θὰ πρέπει νὰ ἐξετασθῇ μὲ προσοχὴν ὥστε νὰ μὴ δημιουργηθοῦν παρεξηγήσεις. Ὁ κ. Θεοδωράκης ἀνεφέρθη εἰς τὰς δημοκρατικὰς διαδικασίας καὶ εἰς τὴν ἀνάγκην ἑνότητος τῶν δημοκρατικῶν δυνάμεων. «Πιστεύω εἰς τὸν διάλογον καὶ εἰς τὴν συνεργασίαν», εἶπε χαρακτηριστικῶς, προσθέσας ὅτι ἡ Ἑλλὰς χρειάζεται σταθερότητα καὶ πρόοδον. — [1153, 1275, 1339, 1457]
headline-theodorakis: Ο ΘΕΟΔΩΡΑΚΗΣ ΜΙΛΗΣΕ ΓΙΑ ΔΗΜΟΚΡΑΤΙΚΕΣ ΔΙΑΔΙΚΑΣΙΕΣ ΚΑΙ ΠΟΛΙΤΙΚΑ ΘΕΜΑΤΑ ΣΕ ΓΕΡΜΑΝΙΚΟ ΡΑΔΙΟΣΤΑΘΜΟ — [1153, 931, 1516, 980]
banknote-row — [33, 360, 270, 373]
main-p9: Οἱ καθηγηταὶ τῶν ἰδιωτικῶν σχολείων ἐκφράζουν τὴν ἀλληλεγγύην των πρὸς τοὺς συναδέλφους των καὶ ἀνακοινώνουν συμμετοχὴν εἰς τὰς κινητοποιήσεις. — [899, 710, 1143, 766]
article-ktel-body-2: Ἡ προσωρινὴ στάσις τῶν λεωφορείων τοῦ Κ.Τ.Ε.Λ. Καβάλας ἐκρίθη ἀναγκαία καθ᾿ ὅσον, ὡς ἀνεκοινώθη, βασικὰ αἰτήματα τῶν μετόχων του ρυθμίζονται ἀπὸ τὸ Ὑπουργεῖον Μεταφορῶν εἰς συνεργασίαν μὲ τὰς τοπικὰς ἀρχάς. — [33, 1098, 270, 1182]
capital-cell: 329,61 — [232, 204, 268, 216]
main-p5b: «Ὑποστηρίζει ἡ κυβέρνησις ὅτι ἡ πρόθεσίς της εἶναι νὰ ἐξασφαλίσῃ τὴν κανονικὴν λειτουργίαν τῶν σχολείων καὶ ὅτι αἱ ἀπεργίαι βλάπτουν τοὺς μαθητάς», ἀναφέρουν κύκλοι τοῦ Ὑπουργείου Παιδείας. — [643, 1121, 887, 1191]
col3-example-body-3: «Πεισθεῖτε ὅτι ἀπὸ σᾶς τοὺς ἀγρότας ἐξαρτᾶται ἡ πρόοδος τοῦ τόπου», εἶπεν ὁ κ. Καραμανλὴς καὶ ἐκάλεσε τοὺς συνεταιρισμοὺς νὰ δώσουν τὸ παράδειγμα τῆς συνεργασίας. — [481, 2183, 635, 2280]
article-contest-body: ΞΑΝΘΗ, 17.— Ὁ συντονιστὴς ἐπαρχιακῶν ἀγροτικῶν συλλόγων διοργανώνει διαγωνισμὸν μεταξὺ τῶν νέων ἀγροτῶν τῆς περιοχῆς μὲ σκοπὸν τὴν ἐνθάρρυνσιν τῆς παραγωγῆς. — [481, 854, 635, 965]
air-force-body-2: ΑΘΗΝΑΙ, 17.— Ἀπὸ ὑπηρεσίας τοῦ Ὑπουργείου Ἐθνικῆς Ἀμύνης καλοῦνται πρὸς κατάταξιν εἰς τὴν Πολεμικὴν Ἀεροπορίαν οἱ στρατεύσιμοι τῶν κλάσεων 1977 καὶ παλαιοτέρων, οἱ ὁποῖοι δὲν ἔχουν ἐκπληρώσει τὰς στρατιωτικάς των ὑποχρεώσεις. Οἱ καλούμενοι θὰ παρουσιασθοῦν εἰς τὰ κέντρα κατατάξεως ἀπὸ 27 μέχρι 30 Ἰανουαρίου. — [1348, 246, 1534, 399]
banknote-cell: 8,283 — [238, 387, 268, 398]
article-ktel-body: Ἡ προσωρινὴ στάσις τῶν λεωφορείων τοῦ Κ.Τ.Ε.Λ. Καβάλας ἐκρίθη ἀναγκαία καθ᾿ ὅσον, ὡς ἀνεκοινώθη, βασικὰ αἰτήματα τῶν μετόχων του ρυθμίζονται ἀπὸ τὸ Ὑπουργεῖον Μεταφορῶν εἰς συνεργασίαν μὲ τὰς τοπικὰς ἀρχάς. — [33, 1011, 270, 1094]
exchange-cell: Κοπεγχάγη — [281, 231, 334, 242]
article-synod-body: ΑΘΗΝΑΙ, 17.— Ἡ διαρκὴς Ἱερὰ Σύνοδος διέκοψε τὰς ἐργασίας της διὰ νὰ ἐπαναληφθοῦν μετὰ τὰς ἑορτάς. Ἐξητάσθησαν θέματα διοικητικὰ καὶ ἐκκλησιαστικά. — [481, 1255, 635, 1352]
xydis-body: ΝΕΑ ΥΟΡΚΗ, 17. (Α.Π. Πασκ.).— Ἐκηδεύθη χθὲς εἰς τὴν Νέαν Ὑόρκην ὁ καθηγητὴς πανεπιστημίου Στέφανος Ξύδης μὲ τὴν παρουσίαν πολλῶν Ἑλλήνων καὶ Ἀμερικανῶν. — [1153, 411, 1339, 494]
theodorakis-body-2: «Σήμερα, ὅπου ἀπὸ τὴν πρώτη στιγμὴ τῆς ἀποκαταστάσεως τῆς δημοκρατίας ἔχουν δημιουργηθῆ νέαι συνθῆκαι, πρέπει νὰ ἀξιοποιήσωμεν τὰς εὐκαιρίας», ἐτόνισε. — [1153, 1188, 1339, 1271]
banknote-cell: 5,717 — [180, 517, 210, 528]
thessaloniki-continued: ΣΥΝΕΧΕΙΑ ΕΚ ΤΗΣ 1ΗΣ ΣΕΛ. — [643, 1669, 806, 1682]
article-farm-body-2: Ἡ διάθεσις τῶν λιπασμάτων καὶ τὸ πρόβλημα τῶν ἀπεργιῶν ἀπασχολοῦν τοὺς ἀγρότας, οἱ ὁποῖοι ζητοῦν σταθερὰς τιμὰς καὶ ἐξασφάλισιν τῆς παραγωγῆς των. — [33, 1563, 270, 1618]
right-col-a — [1153, 90, 1339, 916]
main-p5c: «Ὑποστηρίζει ἡ κυβέρνησις ὅτι ἡ πρόθεσίς της εἶναι νὰ ἐξασφαλίσῃ τὴν κανονικὴν λειτουργίαν τῶν σχολείων καὶ ὅτι αἱ ἀπεργίαι βλάπτουν τοὺς μαθητάς», ἀναφέρουν κύκλοι τοῦ Ὑπουργείου Παιδείας. — [643, 1195, 887, 1265]
article-contest-body-3: ΞΑΝΘΗ, 17.— Ὁ συντονιστὴς ἐπαρχιακῶν ἀγροτικῶν συλλόγων διοργανώνει διαγωνισμὸν μεταξὺ τῶν νέων ἀγροτῶν τῆς περιοχῆς μὲ σκοπὸν τὴν ἐνθάρρυνσιν τῆς παραγωγῆς. — [481, 1085, 635, 1196]
banknote-row — [33, 295, 270, 309]
main-p6: τὰς ἀποδοχὰς τῶν ὑπαλλήλων τῶν ἰδιωτικῶν σχολείων καὶ νὰ ἐξομοιωθοῦν μὲ τοὺς καθηγητὰς τῶν δημοσίων σχολείων. Ἡ σχετικὴ ἀπόφασις ἀναμένεται ἐντὸς τῶν προσεχῶν ἡμερῶν. — [899, 218, 1143, 287]
banknote-cell: 6,601 — [180, 413, 210, 424]
banknote-header-cell: (δρχ.) — [174, 283, 210, 295]
main-p1b: «Ὅσοι φοιτῶσι καθαρά, δὲν πραγματοποιήθησαν αἱ ἐνισχύσεις τῶν καθηγητῶν τῶν ἰδιωτικῶν σχολείων», ἀναφέρεται εἰς τὴν ἀνακοίνωσιν. Οἱ καθηγηταὶ τῶν δημοσίων ἐπαγγελματικῶν σχολῶν ζητοῦν τὴν ἐφαρμογὴν τῶν ὑποσχέσεων τοῦ Ὑπουργείου καὶ τὴν ἐξομοίωσίν των. — [643, 425, 887, 537]
col2-body-7: Ἡ διάθεσις τῶν λιπασμάτων καὶ τὸ πρόβλημα τῶν ἀπεργιῶν ἀπασχολοῦν τοὺς ἀγρότας, οἱ ὁποῖοι ζητοῦν σταθερὰς τιμὰς καὶ ἐξασφάλισιν τῆς παραγωγῆς των. — [279, 1448, 472, 1518]
banknote-cell: 0,504 — [180, 451, 210, 463]
capital-section-title: ΚΙΝΗΣΙΣ ΚΕΦΑΛΑΙΩΝ ΔΙΕΘΝΩΝ ΕΠΙΧΕΙΡΗΣΕΩΝ — [60, 174, 243, 200]
gold-cell: Γαλλίας — [281, 429, 322, 441]
exchange-row — [279, 295, 472, 309]
exchange-cell: 0,522 — [389, 283, 420, 294]
col3-example-body: «Πεισθεῖτε ὅτι ἀπὸ σᾶς τοὺς ἀγρότας ἐξαρτᾶται ἡ πρόοδος τοῦ τόπου», εἶπεν ὁ κ. Καραμανλὴς καὶ ἐκάλεσε τοὺς συνεταιρισμοὺς νὰ δώσουν τὸ παράδειγμα τῆς συνεργασίας. — [481, 1979, 635, 2076]
venizelos-body: ΑΘΗΝΑΙ, 17.— Τὸ Δημοτικὸν Συμβούλιον Πειραιῶς ἀπεφάσισε τὴν ἀνέγερσιν ἀνδριάντος τοῦ Ἐλευθερίου Βενιζέλου εἰς κεντρικὴν πλατεῖαν τῆς πόλεως. — [1153, 781, 1339, 851]
banknotes-table — [33, 282, 270, 555]
foreign-exchange-title: ΕΞΩΤΕΡΙΚΑ ΣΥΝΑΛΛΑΓΜΑΤΑ — [292, 58, 459, 70]
banknote-cell: 5,874 — [238, 517, 268, 528]
article-banks-body-3: ΑΘΗΝΑΙ, 17.— Ἀποκεντροῦται ἡ ἁρμοδιότης ὡς πρὸς τὴν ἐλεγχον καὶ τὴν χορήγησιν συναλλάγματος, οὕτως ὥστε νὰ ἔχουν αἱ Ἐμπορικαὶ Τράπεζαι τὴν εὐθύνην διὰ τὴν ἐξυπηρέτησιν μικροσυναλλαγῶν καὶ ἀπογραφῶν εἰς τὸ ἐξωτερικόν. — [481, 376, 635, 529]
main-p1: «Ὅσοι φοιτῶσι καθαρά, δὲν πραγματοποιήθησαν αἱ ἐνισχύσεις τῶν καθηγητῶν τῶν ἰδιωτικῶν σχολείων», ἀναφέρεται εἰς τὴν ἀνακοίνωσιν. Οἱ καθηγηταὶ τῶν δημοσίων ἐπαγγελματικῶν σχολῶν ζητοῦν τὴν ἐφαρμογὴν τῶν ὑποσχέσεων τοῦ Ὑπουργείου καὶ τὴν ἐξομοίωσίν των. — [643, 236, 887, 347]
banknote-cell: Κορώνα Νορβ. — [35, 413, 105, 424]
main-p13: ΣΕΡΡΑΙ, 17.— Καθολικὴ ὑπῆρξεν ἡ συμμετοχὴ τῶν καθηγητῶν εἰς τὴν ἀπεργίαν. — [899, 993, 1143, 1021]
right-col-b — [1348, 90, 1534, 916]
banknote-row — [33, 373, 270, 387]
article-farm-body-3: τοῦ ὅτι (κανονικὴ ἀγροτικὴ ἀνάγκη) καὶ ἀπὸ τοὺς ἴδιους τοὺς ἀγρότας θὰ ἐξαρτηθῇ ἡ ἐπιτυχία τῶν σχετικῶν προσπαθειῶν διὰ τὸν ἐκσυγχρονισμὸν τῆς γεωργικῆς παραγωγῆς. — [33, 1623, 270, 1692]
main-p3: «Τοὺς συλλογισμοὺς τῆς κυβερνήσεως ἀντικρούουν οἱ καθηγηταί, οἱ ὁποῖοι ὑποστηρίζουν ὅτι αἱ ἀποδοχαί των εἶναι κατώτεραι τῶν ὑπαλλήλων ἀναλόγων προσόντων», σημειώνει ἡ ὁμοσπονδία. — [643, 636, 887, 705]
banknote-header — [33, 282, 270, 295]
exchange-cell: 5,857 — [440, 231, 470, 242]
gold-row — [279, 428, 472, 442]
theodorakis-body-7: ἰδεολογικὴ τοποθέτησις, τὸ ὅλον ζήτημα θὰ πρέπει νὰ ἐξετασθῇ μὲ προσοχὴν ὥστε νὰ μὴ δημιουργηθοῦν παρεξηγήσεις. Ὁ κ. Θεοδωράκης ἀνεφέρθη εἰς τὰς δημοκρατικὰς διαδικασίας καὶ εἰς τὴν ἀνάγκην ἑνότητος τῶν δημοκρατικῶν δυνάμεων. «Πιστεύω εἰς τὸν διάλογον καὶ εἰς τὴν συνεργασίαν», εἶπε χαρακτηριστικῶς, προσθέσας ὅτι ἡ Ἑλλὰς χρειάζεται σταθερότητα καὶ πρόοδον. — [1348, 1257, 1534, 1439]
gold-cell: 136,22 — [434, 455, 470, 467]
col3-example-body-2: «Πεισθεῖτε ὅτι ἀπὸ σᾶς τοὺς ἀγρότας ἐξαρτᾶται ἡ πρόοδος τοῦ τόπου», εἶπεν ὁ κ. Καραμανλὴς καὶ ἐκάλεσε τοὺς συνεταιρισμοὺς νὰ δώσουν τὸ παράδειγμα τῆς συνεργασίας. — [481, 2081, 635, 2178]
banknote-cell: Δολ. Καναδά — [35, 465, 99, 476]
banknote-row — [33, 542, 270, 555]
column-6-7 — [1153, 0, 1534, 2224]
exchange-header-cell: ΠΩΛΗΣΙΣ — [428, 75, 470, 86]
gold-row — [279, 454, 472, 468]
banknote-cell: Εσκούδο — [35, 491, 76, 502]
gold-price-text: ΑΘΗΝΑΙ, 17. (Ασσ. Πρέσ).— Ἡ τιμὴ τοῦ χρυσοῦ εἰς λίρας σήμερον εἰς τὴν ἐλευθέραν ἀγορὰν εἶναι διὰ τὰ Αγγλικὰ, Γαλλικὰ κ.ά. — [279, 343, 472, 397]
subhead-students-reply: ΑΠΑΝΤΟΥΝ ΟΙ ΦΟΙΤΗΤΑΙ — [1369, 1533, 1514, 1547]
main-p7: «Εἶναι ἀδύνατον νὰ ἀποκαθίσταται ἡ δικαιοσύνη», ἀναφέρει ἡ ἀνακοίνωσις τῶν καθηγητῶν οἱ ὁποῖοι διαμαρτύρονται διὰ τὴν καθυστέρησιν τῆς ψηφίσεως τοῦ νομοσχεδίου. — [899, 387, 1143, 456]
exchange-row — [279, 166, 472, 179]
banknote-cell: Κορώνα Σουηδ. — [35, 387, 111, 398]
banknote-cell: 13,268 — [232, 321, 268, 333]
article-allowance-body-2: ΞΑΝΘΗ, 17.— Νὰ μὴν ἐξαιρεθοῦν οἱ ὑπάλληλοι τῆς Θράκης ἀπὸ τὸ εἰδικὸν ἐπίδομα ζητεῖ τὸ Ἐργατικὸν Κέντρον Ξάνθης μὲ τηλεγράφημά του πρὸς τὸν Πρωθυπουργόν. — [481, 689, 635, 786]
headline-president: ΑΙ ΑΚΡΟΑΣΕΙΣ ΤΟΥ ΠΡΟΕΔΡΟΥ ΔΗΜΟΚΡΑΤΙΑΣ — [667, 1954, 863, 1981]
air-force-body: ΑΘΗΝΑΙ, 17.— Ἀπὸ ὑπηρεσίας τοῦ Ὑπουργείου Ἐθνικῆς Ἀμύνης καλοῦνται πρὸς κατάταξιν εἰς τὴν Πολεμικὴν Ἀεροπορίαν οἱ στρατεύσιμοι τῶν κλάσεων 1977 καὶ παλαιοτέρων, οἱ ὁποῖοι δὲν ἔχουν ἐκπληρώσει τὰς στρατιωτικάς των ὑποχρεώσεις. Οἱ καλούμενοι θὰ παρουσιασθοῦν εἰς τὰ κέντρα κατατάξεως ἀπὸ 27 μέχρι 30 Ἰανουαρίου. — [1348, 89, 1534, 243]
banknote-cell: 0,519 — [238, 451, 268, 463]
exchange-cell: 1,904 — [389, 257, 420, 268]
exchange-cell: 12,941 — [434, 153, 470, 164]
banknote-row — [33, 334, 270, 347]
page-binding-edge — [0, 0, 32, 2224]
venizelos-body-2: Αἱ σχετικαὶ δαπάναι θὰ καλυφθοῦν ἀπὸ τὸν προϋπολογισμὸν τοῦ Δήμου καὶ ἀπὸ ἐράνους. — [1153, 856, 1339, 911]
subhead-technical: ΤΩΝ ΤΕΧΝΙΚΩΝ ΣΧΟΛΩΝ — [948, 610, 1093, 624]
banknote-row — [33, 529, 270, 543]
main-continued-label: ΣΥΝΕΧΕΙΑ ΕΚ ΤΗΣ 1ΗΣ ΣΕΛ. — [643, 219, 806, 233]
continued-label-2: ΣΥΝΕΧΕΙΑ ΕΚ ΤΗΣ 4ΗΣ ΣΕΛ. — [33, 1780, 195, 1794]
subhead-gov-announcement: Η ΚΥΒΕΡΝΗΤΙΚΗ ΑΝΑΚΟΙΝΩΣΙΣ — [673, 860, 858, 874]
main-p11: Ἐν τῷ μεταξὺ ἡ ἕνωσις λειτουργῶν μέσης ἐκπαιδεύσεως πραγματοποιεῖ σήμερον συγκέντρωσιν εἰς τὰ γραφεῖα της. — [899, 858, 1143, 900]
banknote-cell: 0,874 — [180, 347, 210, 359]
exchange-cell: Βιέννη — [281, 257, 317, 268]
main-p5: «Ὑποστηρίζει ἡ κυβέρνησις ὅτι ἡ πρόθεσίς της εἶναι νὰ ἐξασφαλίσῃ τὴν κανονικὴν λειτουργίαν τῶν σχολείων καὶ ὅτι αἱ ἀπεργίαι βλάπτουν τοὺς μαθητάς», ἀναφέρουν κύκλοι τοῦ Ὑπουργείου Παιδείας. — [643, 1048, 887, 1117]
exchange-cell: Μιλάνον — [281, 218, 322, 229]
exchange-cell: 1,347 — [389, 269, 420, 281]
theodorakis-body-8: «Σήμερα, ὅπου ἀπὸ τὴν πρώτη στιγμὴ τῆς ἀποκαταστάσεως τῆς δημοκρατίας ἔχουν δημιουργηθῆ νέαι συνθῆκαι, πρέπει νὰ ἀξιοποιήσωμεν τὰς εὐκαιρίας», ἐτόνισε. — [1348, 1443, 1534, 1526]
banknote-cell: 0,898 — [238, 347, 268, 359]
headline-air-force-dates: ΘΑ ΚΑΤΑΤΑΓΟΥΝ ΣΤΑ ΚΕΝΤΡΑ ΑΠΟ 27—30 ΙΑΝΟΥΑΡΙΟΥ — [1194, 51, 1494, 85]
main-p3c: «Τοὺς συλλογισμοὺς τῆς κυβερνήσεως ἀντικρούουν οἱ καθηγηταί, οἱ ὁποῖοι ὑποστηρίζουν ὅτι αἱ ἀποδοχαί των εἶναι κατώτεραι τῶν ὑπαλλήλων ἀναλόγων προσόντων», σημειώνει ἡ ὁμοσπονδία. — [643, 783, 887, 853]
